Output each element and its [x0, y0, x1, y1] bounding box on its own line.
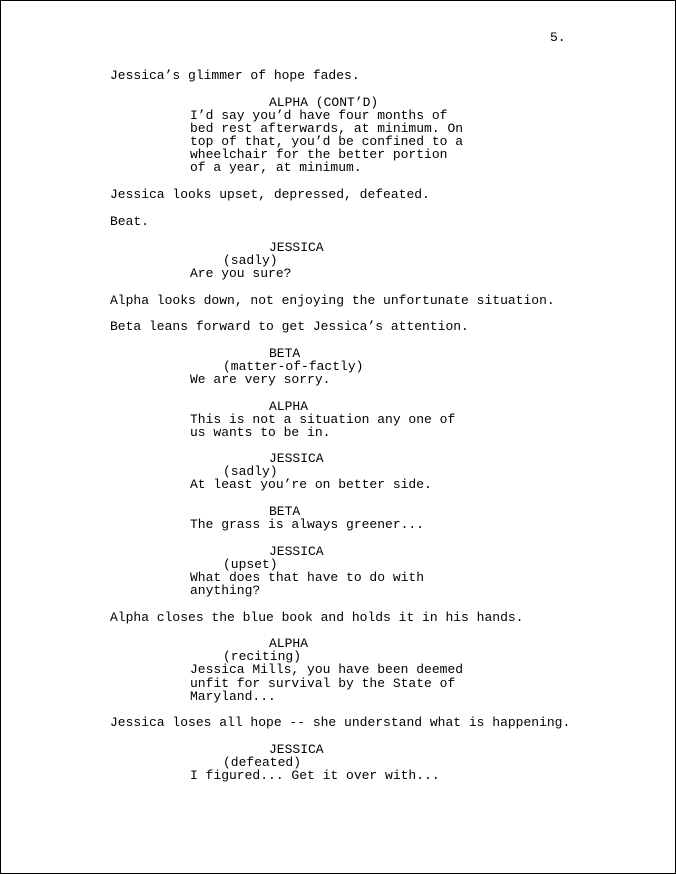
parenthetical: (upset)	[223, 557, 278, 572]
parenthetical: (sadly)	[223, 464, 278, 479]
dialogue-line: wheelchair for the better portion	[190, 147, 448, 162]
parenthetical: (matter-of-factly)	[223, 359, 364, 374]
dialogue-line: We are very sorry.	[190, 372, 331, 387]
character-name: ALPHA	[269, 399, 309, 414]
character-name: JESSICA	[269, 451, 324, 466]
character-name: JESSICA	[269, 544, 324, 559]
character-name: BETA	[269, 504, 301, 519]
dialogue-line: I’d say you’d have four months of	[190, 108, 448, 123]
character-name: JESSICA	[269, 742, 324, 757]
character-name: JESSICA	[269, 240, 324, 255]
action-line: Jessica looks upset, depressed, defeated.	[110, 187, 430, 202]
character-name: BETA	[269, 346, 301, 361]
dialogue-line: us wants to be in.	[190, 425, 331, 440]
dialogue-line: Maryland...	[190, 689, 276, 704]
dialogue-line: At least you’re on better side.	[190, 477, 432, 492]
parenthetical: (defeated)	[223, 755, 302, 770]
action-line: Jessica’s glimmer of hope fades.	[110, 68, 360, 83]
dialogue-line: Are you sure?	[190, 266, 292, 281]
action-line: Beta leans forward to get Jessica’s attention.	[110, 319, 469, 334]
dialogue-line: unfit for survival by the State of	[190, 676, 456, 691]
action-line: Alpha looks down, not enjoying the unfortunate situation.	[110, 293, 555, 308]
page-number: 5.	[550, 30, 566, 45]
character-name: ALPHA (CONT’D)	[269, 95, 379, 110]
character-name: ALPHA	[269, 636, 309, 651]
dialogue-line: anything?	[190, 583, 261, 598]
action-line: Jessica loses all hope -- she understand what is happening.	[110, 715, 571, 730]
dialogue-line: of a year, at minimum.	[190, 160, 362, 175]
parenthetical: (sadly)	[223, 253, 278, 268]
dialogue-line: Jessica Mills, you have been deemed	[190, 662, 464, 677]
dialogue-line: What does that have to do with	[190, 570, 425, 585]
dialogue-line: The grass is always greener...	[190, 517, 425, 532]
dialogue-line: bed rest afterwards, at minimum. On	[190, 121, 464, 136]
parenthetical: (reciting)	[223, 649, 302, 664]
dialogue-line: This is not a situation any one of	[190, 412, 456, 427]
dialogue-line: top of that, you’d be confined to a	[190, 134, 464, 149]
action-line: Alpha closes the blue book and holds it in his hands.	[110, 610, 524, 625]
action-line: Beat.	[110, 214, 150, 229]
dialogue-line: I figured... Get it over with...	[190, 768, 440, 783]
